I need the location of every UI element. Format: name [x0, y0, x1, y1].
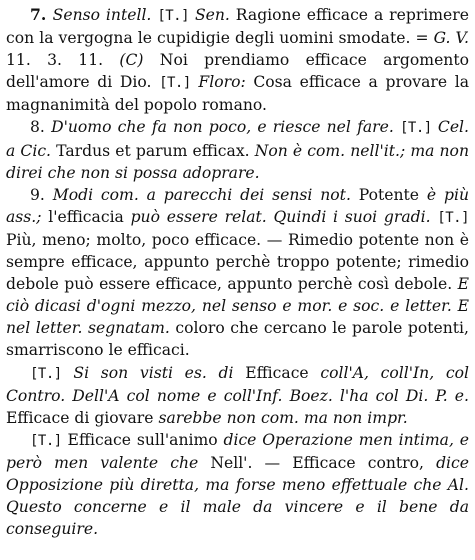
italic-text: G. V.	[433, 29, 469, 48]
text-run: Noi prendiamo efficace argomento dell'amore di Dio.	[6, 51, 469, 92]
entry-sense-8	[6, 116, 469, 183]
text-run: 8.	[30, 118, 52, 137]
italic-text: sarebbe non com. ma non impr.	[158, 408, 408, 427]
text-run: Efficace	[233, 363, 321, 382]
text-run: Ragione efficace a reprimere con la vergogna le cupidigie degli uomini smodate. =	[6, 6, 469, 48]
text-run: Nell'. — Efficace contro,	[198, 453, 437, 472]
italic-text: Floro:	[198, 73, 246, 92]
italic-text: è più ass.;	[6, 185, 469, 226]
source-tag: [T.]	[159, 75, 191, 92]
italic-text: Non è com. nell'it.; ma non direi che non si possa adoprare.	[6, 141, 469, 182]
text-run: Potente	[350, 185, 427, 204]
italic-text: E ciò dicasi d'ogni mezzo, nel senso e mor. e soc. e letter. E nel letter. segnatam.	[6, 275, 469, 338]
source-tag: [T.]	[30, 432, 62, 449]
text-run: Efficace sull'animo	[61, 430, 224, 449]
text-run: l'efficacia	[41, 207, 131, 226]
entry-sense-9	[6, 184, 469, 362]
italic-text: Modi com. a parecchi dei sensi not.	[52, 185, 351, 204]
source-tag: [T.]	[399, 120, 432, 137]
source-tag: [T.]	[30, 365, 62, 382]
entry-usage-note-1	[6, 362, 469, 429]
text-run	[62, 364, 74, 382]
italic-text: dice Operazione men intima, e però men valente che	[6, 430, 469, 472]
entry-usage-note-2	[6, 429, 469, 540]
italic-text: Si son visti es. di	[73, 363, 234, 382]
text-run: Tardus et parum efficax.	[51, 141, 255, 160]
italic-text: (C)	[119, 51, 144, 70]
italic-text: può essere relat. Quindi i suoi gradi.	[130, 207, 431, 226]
italic-text: D'uomo che fa non poco, e riesce nel fare.	[51, 118, 394, 137]
italic-text: coll'A, coll'In, col Contro. Dell'A col nome e coll'Inf. Boez. l'ha col Di. P. e.	[6, 363, 469, 405]
text-run: coloro che cercano le parole potenti, smarriscono le efficaci.	[6, 319, 469, 360]
entry-sense-7	[6, 4, 469, 116]
text-run: 7.	[30, 5, 53, 24]
source-tag: [T.]	[157, 8, 190, 24]
text-run: 9.	[30, 185, 53, 204]
source-tag: [T.]	[437, 209, 469, 226]
italic-text: dice Opposizione più diretta, ma forse meno effettuale che Al. Questo concerne e il male da vincere e il bene da conseguire.	[6, 453, 469, 539]
italic-text: Senso intell.	[52, 6, 152, 24]
text-run: Più, meno; molto, poco efficace. — Rimedio potente non è sempre efficace, appunto perchè troppo potente; rimedio debole può essere efficace, appunto perchè così debole.	[6, 230, 469, 294]
text-run: Cosa efficace a provare la magnanimità del popolo romano.	[6, 73, 469, 115]
text-run: 11. 3. 11.	[6, 51, 120, 70]
italic-text: Sen.	[194, 6, 230, 24]
text-run: Efficace di giovare	[6, 408, 159, 427]
italic-text: Cel. a Cic.	[6, 118, 469, 160]
